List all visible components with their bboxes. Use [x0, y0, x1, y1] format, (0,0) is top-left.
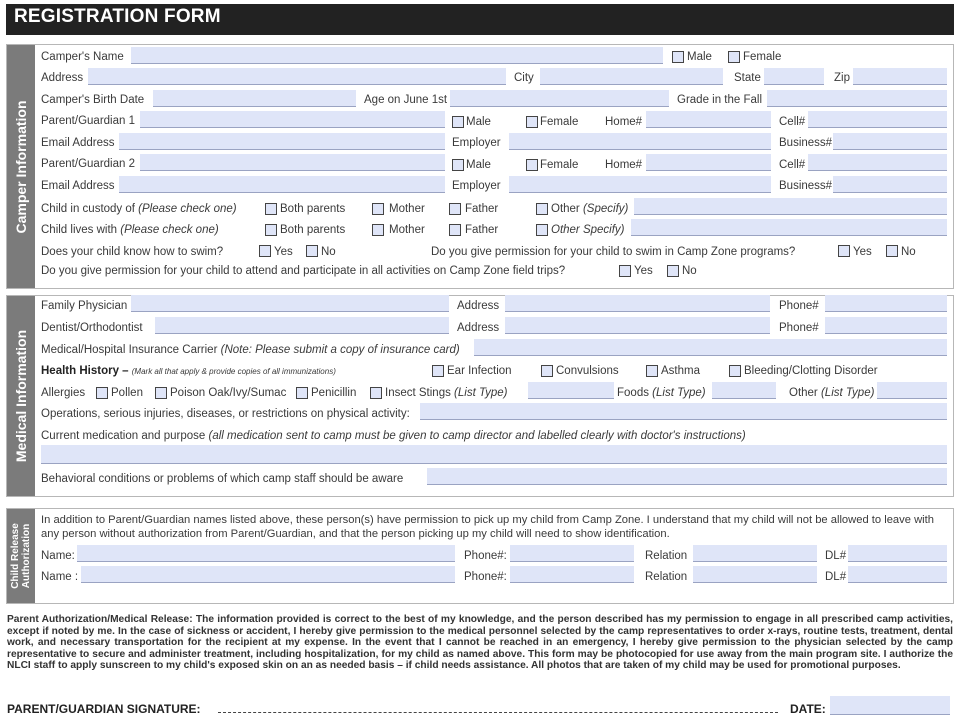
guardian2-female-label: Female	[540, 159, 579, 171]
guardian2-employer-input[interactable]	[509, 176, 771, 193]
dentist-address-input[interactable]	[505, 317, 770, 334]
field-trips-no-checkbox[interactable]	[667, 265, 679, 277]
lives-other-input[interactable]	[631, 219, 947, 236]
insurance-input[interactable]	[474, 339, 947, 356]
camper-male-label: Male	[687, 51, 712, 63]
release-section-label: Child Release Authorization	[10, 523, 32, 589]
release-section-band	[7, 509, 35, 603]
form-title: REGISTRATION FORM	[14, 6, 221, 27]
guardian1-label: Parent/Guardian 1	[41, 115, 135, 127]
camper-section-label: Camper Information	[13, 99, 29, 234]
swim-permission-no-checkbox[interactable]	[886, 245, 898, 257]
pollen-label: Pollen	[111, 387, 143, 399]
guardian1-female-checkbox[interactable]	[526, 116, 538, 128]
guardian1-home-input[interactable]	[646, 111, 771, 128]
custody-other-checkbox[interactable]	[536, 203, 548, 215]
swim-question: Does your child know how to swim?	[41, 246, 224, 258]
dentist-phone-input[interactable]	[825, 317, 947, 334]
custody-father-label: Father	[465, 203, 499, 215]
lives-mother-checkbox[interactable]	[372, 224, 384, 236]
lives-other-label: Other Specify)	[551, 224, 625, 236]
custody-mother-checkbox[interactable]	[372, 203, 384, 215]
release-relation2-label: Relation	[645, 571, 688, 583]
swim-yes-label: Yes	[274, 246, 293, 258]
health-history-label: Health History – (Mark all that apply & provide copies of all immunizations)	[41, 365, 336, 377]
bleeding-checkbox[interactable]	[729, 365, 741, 377]
medication-input[interactable]	[41, 445, 947, 464]
lives-other-checkbox[interactable]	[536, 224, 548, 236]
guardian1-male-label: Male	[466, 116, 491, 128]
age-june-label: Age on June 1st	[364, 94, 448, 106]
allergies-label: Allergies	[41, 387, 86, 399]
release-intro-text: In addition to Parent/Guardian names listed above, these person(s) have permission to pick up my child from Camp Zone. I understand that my child will not be allowed to leave with any person without authorization from Parent/Guardian, and that the person picking up my child will need to show identification.	[41, 514, 934, 540]
release-dl1-label: DL#	[825, 550, 847, 562]
release-name1-input[interactable]	[77, 545, 455, 562]
guardian1-home-label: Home#	[605, 116, 643, 128]
insect-stings-input[interactable]	[528, 382, 614, 399]
camper-address-input[interactable]	[88, 68, 506, 85]
lives-mother-label: Mother	[389, 224, 425, 236]
guardian2-cell-input[interactable]	[808, 154, 947, 171]
guardian1-business-input[interactable]	[833, 133, 947, 150]
grade-fall-label: Grade in the Fall	[677, 94, 763, 106]
pollen-checkbox[interactable]	[96, 387, 108, 399]
camper-female-checkbox[interactable]	[728, 51, 740, 63]
physician-address-input[interactable]	[505, 295, 770, 312]
dentist-address-label: Address	[457, 322, 500, 334]
release-dl2-input[interactable]	[848, 566, 947, 583]
physician-input[interactable]	[131, 295, 449, 312]
guardian2-business-label: Business#	[779, 180, 833, 192]
release-dl1-input[interactable]	[848, 545, 947, 562]
field-trips-question: Do you give permission for your child to attend and participate in all activities on Camp Zone field trips?	[41, 265, 566, 277]
release-phone2-input[interactable]	[510, 566, 634, 583]
swim-yes-checkbox[interactable]	[259, 245, 271, 257]
release-phone1-input[interactable]	[510, 545, 634, 562]
custody-mother-label: Mother	[389, 203, 425, 215]
signature-line[interactable]	[218, 712, 778, 713]
guardian2-cell-label: Cell#	[779, 159, 806, 171]
birth-date-label: Camper's Birth Date	[41, 94, 145, 106]
guardian2-home-label: Home#	[605, 159, 643, 171]
guardian1-male-checkbox[interactable]	[452, 116, 464, 128]
release-name2-label: Name :	[41, 571, 79, 583]
convulsions-checkbox[interactable]	[541, 365, 553, 377]
insurance-label: Medical/Hospital Insurance Carrier (Note: Please submit a copy of insurance card)	[41, 344, 460, 356]
dentist-phone-label: Phone#	[779, 322, 819, 334]
birth-date-input[interactable]	[153, 90, 356, 107]
poison-oak-checkbox[interactable]	[155, 387, 167, 399]
swim-no-label: No	[321, 246, 336, 258]
operations-input[interactable]	[420, 403, 947, 420]
signature-label: PARENT/GUARDIAN SIGNATURE:	[7, 702, 201, 716]
camper-state-label: State	[734, 72, 761, 84]
medical-section-band	[7, 296, 35, 496]
camper-address-label: Address	[41, 72, 84, 84]
lives-with-label: Child lives with (Please check one)	[41, 224, 219, 236]
insect-stings-checkbox[interactable]	[370, 387, 382, 399]
lives-father-label: Father	[465, 224, 499, 236]
behavioral-input[interactable]	[427, 468, 947, 485]
lives-both-checkbox[interactable]	[265, 224, 277, 236]
release-name1-label: Name:	[41, 550, 75, 562]
release-relation1-label: Relation	[645, 550, 688, 562]
custody-father-checkbox[interactable]	[449, 203, 461, 215]
swim-permission-yes-checkbox[interactable]	[838, 245, 850, 257]
guardian1-business-label: Business#	[779, 137, 833, 149]
swim-permission-question: Do you give permission for your child to swim in Camp Zone programs?	[431, 246, 796, 258]
guardian2-female-checkbox[interactable]	[526, 159, 538, 171]
foods-label: Foods (List Type)	[617, 387, 706, 399]
guardian2-male-checkbox[interactable]	[452, 159, 464, 171]
other-allergy-input[interactable]	[877, 382, 947, 399]
asthma-label: Asthma	[661, 365, 700, 377]
field-trips-yes-label: Yes	[634, 265, 653, 277]
ear-infection-checkbox[interactable]	[432, 365, 444, 377]
guardian2-business-input[interactable]	[833, 176, 947, 193]
release-relation2-input[interactable]	[693, 566, 817, 583]
penicillin-checkbox[interactable]	[296, 387, 308, 399]
guardian2-email-label: Email Address	[41, 180, 115, 192]
guardian2-email-input[interactable]	[119, 176, 445, 193]
custody-both-checkbox[interactable]	[265, 203, 277, 215]
swim-no-checkbox[interactable]	[306, 245, 318, 257]
camper-city-input[interactable]	[540, 68, 723, 85]
guardian2-male-label: Male	[466, 159, 491, 171]
foods-input[interactable]	[712, 382, 776, 399]
operations-label: Operations, serious injuries, diseases, or restrictions on physical activity:	[41, 408, 410, 420]
guardian2-employer-label: Employer	[452, 180, 501, 192]
field-trips-no-label: No	[682, 265, 697, 277]
insect-stings-label: Insect Stings (List Type)	[385, 387, 508, 399]
convulsions-label: Convulsions	[556, 365, 619, 377]
authorization-text: Parent Authorization/Medical Release: The information provided is correct to the best of my knowledge, and the person described has my permission to engage in all prescribed camp activities, except if noted by me. In the case of sickness or accident, I hereby give permission to the medical personnel selected by the camp representatives to order x-rays, routine tests, treatment, dental work, and necessary transportation for the recipient at my expense. In the event that I cannot be reached in an emergency, I hereby give permission to the physician selected by the camp representative to secure and administer treatment, including hospitalization, for my child as named above. This form may be photocopied for use away from the main program site. I authorize the NLCI staff to apply sunscreen to my child's exposed skin on an as needed basis – if child needs assistance. All photos that are taken of my child may be used for promotional purposes.	[7, 614, 953, 672]
physician-phone-label: Phone#	[779, 300, 819, 312]
guardian1-employer-label: Employer	[452, 137, 501, 149]
dentist-label: Dentist/Orthodontist	[41, 322, 143, 334]
age-june-input[interactable]	[450, 90, 669, 107]
lives-both-label: Both parents	[280, 224, 346, 236]
guardian1-employer-input[interactable]	[509, 133, 771, 150]
camper-female-label: Female	[743, 51, 782, 63]
camper-state-input[interactable]	[764, 68, 824, 85]
campers-name-label: Camper's Name	[41, 51, 124, 63]
release-dl2-label: DL#	[825, 571, 847, 583]
guardian1-email-input[interactable]	[119, 133, 445, 150]
physician-address-label: Address	[457, 300, 500, 312]
camper-zip-input[interactable]	[853, 68, 947, 85]
medical-section-label: Medical Information	[13, 329, 29, 463]
camper-zip-label: Zip	[834, 72, 850, 84]
custody-other-label: Other (Specify)	[551, 203, 629, 215]
camper-male-checkbox[interactable]	[672, 51, 684, 63]
guardian1-cell-label: Cell#	[779, 116, 806, 128]
guardian1-cell-input[interactable]	[808, 111, 947, 128]
bleeding-label: Bleeding/Clotting Disorder	[744, 365, 878, 377]
penicillin-label: Penicillin	[311, 387, 357, 399]
medication-label: Current medication and purpose (all medication sent to camp must be given to camp director and labelled clearly with doctor's instructions)	[41, 430, 746, 442]
date-input[interactable]	[830, 696, 950, 715]
guardian1-female-label: Female	[540, 116, 579, 128]
guardian1-email-label: Email Address	[41, 137, 115, 149]
other-allergy-label: Other (List Type)	[789, 387, 875, 399]
lives-father-checkbox[interactable]	[449, 224, 461, 236]
asthma-checkbox[interactable]	[646, 365, 658, 377]
release-phone1-label: Phone#:	[464, 550, 507, 562]
ear-infection-label: Ear Infection	[447, 365, 512, 377]
date-label: DATE:	[790, 702, 826, 716]
custody-other-input[interactable]	[634, 198, 947, 215]
grade-fall-input[interactable]	[767, 90, 947, 107]
swim-permission-no-label: No	[901, 246, 916, 258]
swim-permission-yes-label: Yes	[853, 246, 872, 258]
release-phone2-label: Phone#:	[464, 571, 507, 583]
physician-label: Family Physician	[41, 300, 128, 312]
dentist-input[interactable]	[155, 317, 449, 334]
physician-phone-input[interactable]	[825, 295, 947, 312]
poison-oak-label: Poison Oak/Ivy/Sumac	[170, 387, 287, 399]
custody-both-label: Both parents	[280, 203, 346, 215]
camper-city-label: City	[514, 72, 534, 84]
guardian2-input[interactable]	[140, 154, 445, 171]
release-name2-input[interactable]	[81, 566, 455, 583]
campers-name-input[interactable]	[131, 47, 663, 64]
guardian1-input[interactable]	[140, 111, 445, 128]
custody-label: Child in custody of (Please check one)	[41, 203, 237, 215]
camper-section-band	[7, 45, 35, 288]
field-trips-yes-checkbox[interactable]	[619, 265, 631, 277]
release-relation1-input[interactable]	[693, 545, 817, 562]
guardian2-label: Parent/Guardian 2	[41, 158, 135, 170]
guardian2-home-input[interactable]	[646, 154, 771, 171]
behavioral-label: Behavioral conditions or problems of which camp staff should be aware	[41, 473, 404, 485]
